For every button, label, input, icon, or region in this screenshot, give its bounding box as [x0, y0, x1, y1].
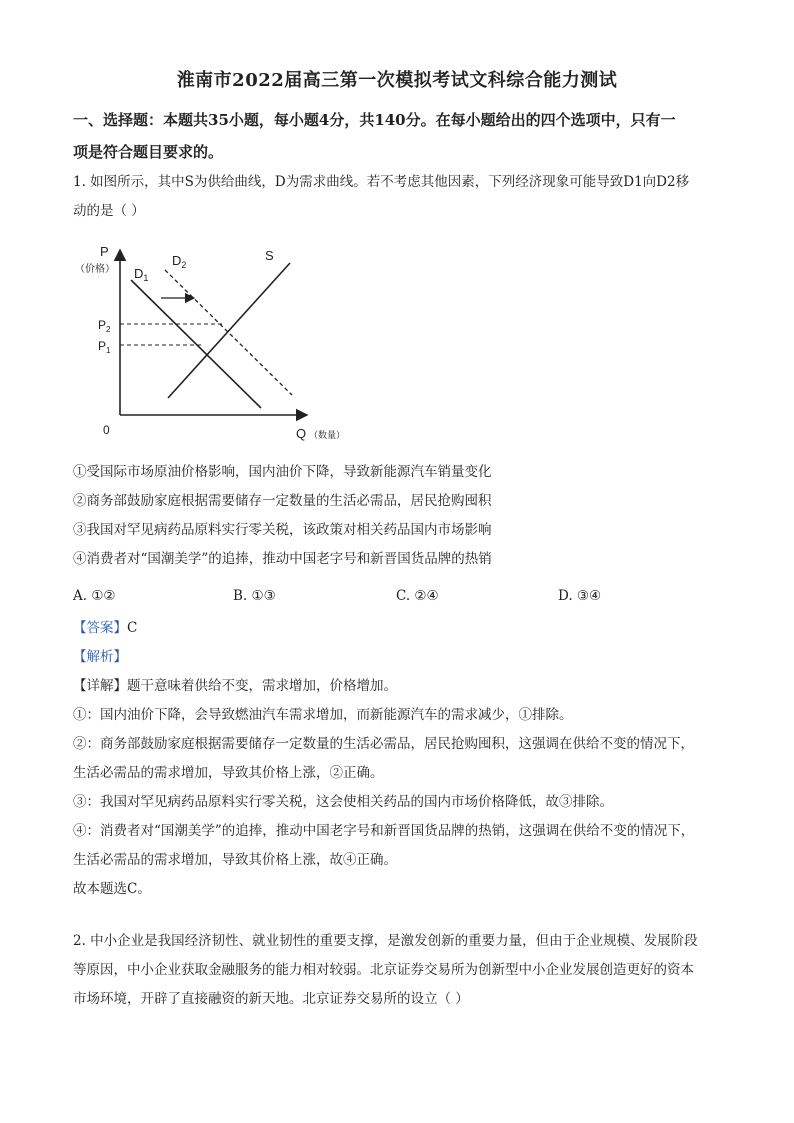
explanation-3: ③：我国对罕见病药品原料实行零关税，这会使相关药品的国内市场价格降低，故③排除。: [73, 794, 613, 810]
question-1-stem-line-1: 1. 如图所示，其中S为供给曲线，D为需求曲线。若不考虑其他因素，下列经济现象可能导致D1向D2移: [73, 174, 690, 190]
option-d: D. ③④: [558, 588, 602, 604]
detail-text: 题干意味着供给不变，需求增加，价格增加。: [127, 678, 397, 694]
explanation-2-line-2: 生活必需品的需求增加，导致其价格上涨，②正确。: [73, 765, 384, 781]
question-2-line-3: 市场环境，开辟了直接融资的新天地。北京证券交易所的设立（ ）: [73, 991, 469, 1007]
answer-tag: 【答案】: [73, 620, 127, 636]
statement-2: ②商务部鼓励家庭根据需要储存一定数量的生活必需品，居民抢购囤积: [73, 493, 492, 509]
option-b: B. ①③: [233, 588, 276, 604]
explanation-4-line-1: ④：消费者对“国潮美学”的追捧，推动中国老字号和新晋国货品牌的热销，这强调在供给不变的情况下，: [73, 823, 695, 839]
option-c: C. ②④: [396, 588, 439, 604]
d2-letter: D: [172, 253, 182, 268]
supply-curve-s: [168, 263, 290, 398]
question-1-stem-line-2: 动的是（ ）: [73, 203, 145, 219]
p2-label: [98, 318, 111, 334]
section-line-1: 一、选择题：本题共35小题，每小题4分，共140分。在每小题给出的四个选项中，只有一: [73, 111, 676, 129]
analysis-line: [73, 643, 733, 672]
statement-4: ④消费者对“国潮美学”的追捧，推动中国老字号和新晋国货品牌的热销: [73, 551, 492, 567]
axis-price-label: （价格）: [75, 264, 115, 275]
statement-1: ①受国际市场原油价格影响，国内油价下降，导致新能源汽车销量变化: [73, 464, 492, 480]
section-line-2: 项是符合题目要求的。: [73, 143, 224, 161]
conclusion: 故本题选C。: [73, 881, 151, 897]
question-2-line-1: 2. 中小企业是我国经济韧性、就业韧性的重要支撑，是激发创新的重要力量，但由于企业规模、发展阶段: [73, 933, 698, 949]
answer-value: C: [127, 620, 138, 636]
origin-label: 0: [103, 423, 110, 437]
detail-tag: 【详解】: [73, 678, 127, 694]
p1-letter: P: [98, 339, 107, 353]
p1-label: [98, 339, 111, 355]
statement-3: ③我国对罕见病药品原料实行零关税，该政策对相关药品国内市场影响: [73, 522, 492, 538]
question-1-stem: [73, 168, 733, 226]
question-1-statements: [73, 458, 733, 574]
option-a: A. ①②: [73, 588, 116, 604]
answer-line: [73, 614, 733, 643]
question-1-solution: [73, 614, 733, 904]
d2-label: [172, 253, 186, 270]
question-2-line-2: 等原因，中小企业获取金融服务的能力相对较弱。北京证券交易所为创新型中小企业发展创造更好的资本: [73, 962, 694, 978]
p2-letter: P: [98, 318, 107, 332]
section-header: [73, 104, 733, 168]
p2-subscript: 2: [106, 325, 111, 334]
d1-letter: D: [134, 266, 144, 281]
p1-subscript: 1: [106, 346, 111, 355]
analysis-tag: 【解析】: [73, 649, 127, 665]
s-label: S: [265, 248, 274, 263]
axis-quantity-label: （数量）: [309, 430, 346, 440]
d1-subscript: 1: [143, 273, 149, 283]
supply-demand-graph: [70, 238, 346, 453]
d1-label: [134, 266, 148, 283]
explanation-2-line-1: ②：商务部鼓励家庭根据需要储存一定数量的生活必需品，居民抢购囤积，这强调在供给不变的情况下，: [73, 736, 694, 752]
page-title: 淮南市2022届高三第一次模拟考试文科综合能力测试: [176, 70, 618, 91]
demand-curve-d1: [131, 280, 261, 408]
explanation-4-line-2: 生活必需品的需求增加，导致其价格上涨，故④正确。: [73, 852, 397, 868]
d2-subscript: 2: [181, 260, 187, 270]
axis-q-label: Q: [296, 426, 307, 441]
explanation-1: ①：国内油价下降，会导致燃油汽车需求增加，而新能源汽车的需求减少，①排除。: [73, 707, 573, 723]
axis-p-label: P: [100, 244, 109, 259]
question-2-stem: [73, 927, 733, 1014]
detail-line: [73, 672, 733, 701]
